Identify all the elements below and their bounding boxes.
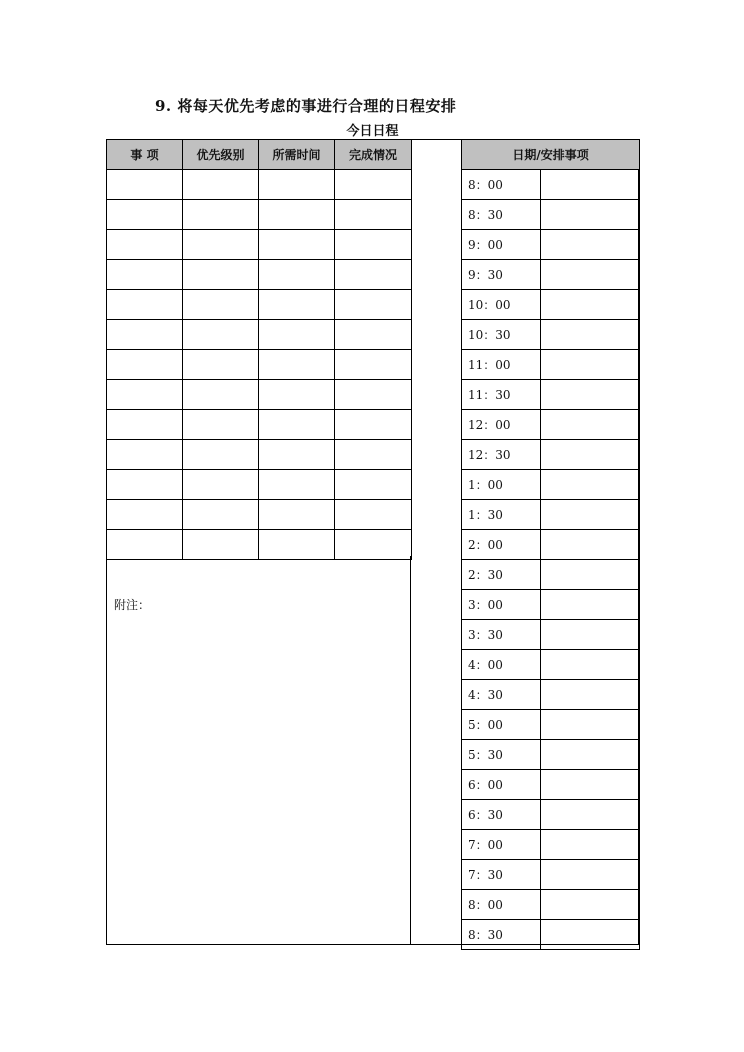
time-slot-label: 9：30	[462, 260, 541, 290]
task-cell[interactable]	[183, 470, 259, 500]
schedule-title: 今日日程	[346, 124, 399, 139]
table-row	[107, 410, 412, 440]
table-row	[107, 290, 412, 320]
schedule-entry-cell[interactable]	[541, 530, 640, 560]
task-cell[interactable]	[107, 380, 183, 410]
table-row	[462, 530, 640, 560]
task-cell[interactable]	[183, 170, 259, 200]
column-gap	[410, 139, 462, 945]
schedule-entry-cell[interactable]	[541, 680, 640, 710]
schedule-entry-cell[interactable]	[541, 830, 640, 860]
task-cell[interactable]	[335, 290, 412, 320]
task-cell[interactable]	[107, 170, 183, 200]
schedule-entry-cell[interactable]	[541, 200, 640, 230]
table-row	[107, 470, 412, 500]
task-cell[interactable]	[183, 260, 259, 290]
table-row	[107, 440, 412, 470]
table-row	[462, 650, 640, 680]
task-cell[interactable]	[107, 260, 183, 290]
table-row	[107, 350, 412, 380]
task-cell[interactable]	[335, 530, 412, 560]
task-table-header	[107, 140, 412, 170]
header-completion: 完成情况	[335, 140, 412, 170]
time-slot-label: 6：00	[462, 770, 541, 800]
schedule-entry-cell[interactable]	[541, 350, 640, 380]
task-cell[interactable]	[335, 350, 412, 380]
task-cell[interactable]	[259, 230, 335, 260]
table-row	[107, 380, 412, 410]
task-cell[interactable]	[259, 260, 335, 290]
schedule-table	[461, 139, 640, 950]
schedule-entry-cell[interactable]	[541, 890, 640, 920]
task-cell[interactable]	[259, 470, 335, 500]
time-slot-label: 12：00	[462, 410, 541, 440]
schedule-entry-cell[interactable]	[541, 320, 640, 350]
schedule-entry-cell[interactable]	[541, 290, 640, 320]
task-cell[interactable]	[183, 320, 259, 350]
task-cell[interactable]	[107, 200, 183, 230]
header-date-schedule: 日期/安排事项	[462, 140, 640, 170]
schedule-table-header	[462, 140, 640, 170]
time-slot-label: 4：30	[462, 680, 541, 710]
task-cell[interactable]	[183, 500, 259, 530]
task-cell[interactable]	[183, 530, 259, 560]
time-slot-label: 3：00	[462, 590, 541, 620]
task-cell[interactable]	[259, 320, 335, 350]
table-row	[462, 170, 640, 200]
task-cell[interactable]	[107, 320, 183, 350]
schedule-entry-cell[interactable]	[541, 620, 640, 650]
schedule-entry-cell[interactable]	[541, 230, 640, 260]
schedule-entry-cell[interactable]	[541, 170, 640, 200]
task-cell[interactable]	[259, 500, 335, 530]
time-slot-label: 3：30	[462, 620, 541, 650]
time-slot-label: 8：30	[462, 920, 541, 950]
time-slot-label: 11：30	[462, 380, 541, 410]
time-slot-label: 7：30	[462, 860, 541, 890]
task-cell[interactable]	[335, 440, 412, 470]
time-slot-label: 8：00	[462, 170, 541, 200]
table-row	[462, 320, 640, 350]
task-cell[interactable]	[107, 230, 183, 260]
table-row	[462, 230, 640, 260]
time-slot-label: 9：00	[462, 230, 541, 260]
task-cell[interactable]	[259, 170, 335, 200]
header-item: 事 项	[107, 140, 183, 170]
task-cell[interactable]	[259, 350, 335, 380]
task-cell[interactable]	[183, 410, 259, 440]
time-slot-label: 10：00	[462, 290, 541, 320]
schedule-entry-cell[interactable]	[541, 590, 640, 620]
task-table	[106, 139, 412, 560]
table-row	[107, 200, 412, 230]
task-cell[interactable]	[107, 500, 183, 530]
task-cell[interactable]	[335, 170, 412, 200]
table-row	[462, 920, 640, 950]
table-row	[462, 500, 640, 530]
table-row	[462, 710, 640, 740]
table-row	[462, 740, 640, 770]
header-time-needed: 所需时间	[259, 140, 335, 170]
task-cell[interactable]	[107, 530, 183, 560]
schedule-entry-cell[interactable]	[541, 560, 640, 590]
task-cell[interactable]	[335, 320, 412, 350]
task-cell[interactable]	[259, 440, 335, 470]
schedule-entry-cell[interactable]	[541, 380, 640, 410]
table-row	[462, 620, 640, 650]
schedule-entry-cell[interactable]	[541, 650, 640, 680]
table-row	[107, 230, 412, 260]
notes-label: 附注：	[114, 598, 151, 612]
task-cell[interactable]	[107, 350, 183, 380]
schedule-entry-cell[interactable]	[541, 710, 640, 740]
schedule-entry-cell[interactable]	[541, 920, 640, 950]
task-cell[interactable]	[335, 230, 412, 260]
task-cell[interactable]	[335, 410, 412, 440]
task-cell[interactable]	[259, 410, 335, 440]
table-row	[462, 350, 640, 380]
header-priority: 优先级别	[183, 140, 259, 170]
time-slot-label: 1：00	[462, 470, 541, 500]
task-cell[interactable]	[259, 530, 335, 560]
table-row	[462, 800, 640, 830]
time-slot-label: 5：00	[462, 710, 541, 740]
table-row	[462, 680, 640, 710]
task-cell[interactable]	[259, 380, 335, 410]
table-row	[107, 170, 412, 200]
task-cell[interactable]	[183, 230, 259, 260]
task-cell[interactable]	[107, 410, 183, 440]
task-cell[interactable]	[259, 200, 335, 230]
time-slot-label: 11：00	[462, 350, 541, 380]
table-row	[462, 470, 640, 500]
time-slot-label: 4：00	[462, 650, 541, 680]
schedule-entry-cell[interactable]	[541, 500, 640, 530]
schedule-entry-cell[interactable]	[541, 800, 640, 830]
time-slot-label: 2：00	[462, 530, 541, 560]
table-row	[462, 380, 640, 410]
table-row	[462, 260, 640, 290]
time-slot-label: 12：30	[462, 440, 541, 470]
task-cell[interactable]	[335, 260, 412, 290]
task-cell[interactable]	[183, 200, 259, 230]
table-row	[462, 860, 640, 890]
table-row	[462, 590, 640, 620]
table-row	[462, 440, 640, 470]
time-slot-label: 10：30	[462, 320, 541, 350]
task-cell[interactable]	[107, 470, 183, 500]
page-heading: 9. 将每天优先考虑的事进行合理的日程安排	[155, 97, 457, 115]
table-row	[462, 290, 640, 320]
task-cell[interactable]	[183, 350, 259, 380]
schedule-entry-cell[interactable]	[541, 770, 640, 800]
table-row	[107, 530, 412, 560]
table-row	[107, 500, 412, 530]
task-cell[interactable]	[335, 500, 412, 530]
time-slot-label: 6：30	[462, 800, 541, 830]
task-cell[interactable]	[259, 290, 335, 320]
time-slot-label: 5：30	[462, 740, 541, 770]
time-slot-label: 7：00	[462, 830, 541, 860]
table-row	[462, 560, 640, 590]
time-slot-label: 8：30	[462, 200, 541, 230]
task-cell[interactable]	[107, 290, 183, 320]
task-cell[interactable]	[335, 380, 412, 410]
task-cell[interactable]	[335, 470, 412, 500]
table-row	[462, 770, 640, 800]
task-cell[interactable]	[183, 440, 259, 470]
schedule-entry-cell[interactable]	[541, 410, 640, 440]
task-cell[interactable]	[183, 290, 259, 320]
schedule-entry-cell[interactable]	[541, 260, 640, 290]
schedule-entry-cell[interactable]	[541, 740, 640, 770]
schedule-entry-cell[interactable]	[541, 860, 640, 890]
task-cell[interactable]	[335, 200, 412, 230]
time-slot-label: 1：30	[462, 500, 541, 530]
time-slot-label: 8：00	[462, 890, 541, 920]
schedule-entry-cell[interactable]	[541, 440, 640, 470]
table-row	[462, 890, 640, 920]
time-slot-label: 2：30	[462, 560, 541, 590]
notes-area[interactable]	[106, 556, 411, 945]
table-row	[462, 830, 640, 860]
table-row	[462, 200, 640, 230]
table-row	[462, 410, 640, 440]
table-row	[107, 320, 412, 350]
task-cell[interactable]	[183, 380, 259, 410]
table-row	[107, 260, 412, 290]
schedule-entry-cell[interactable]	[541, 470, 640, 500]
task-cell[interactable]	[107, 440, 183, 470]
